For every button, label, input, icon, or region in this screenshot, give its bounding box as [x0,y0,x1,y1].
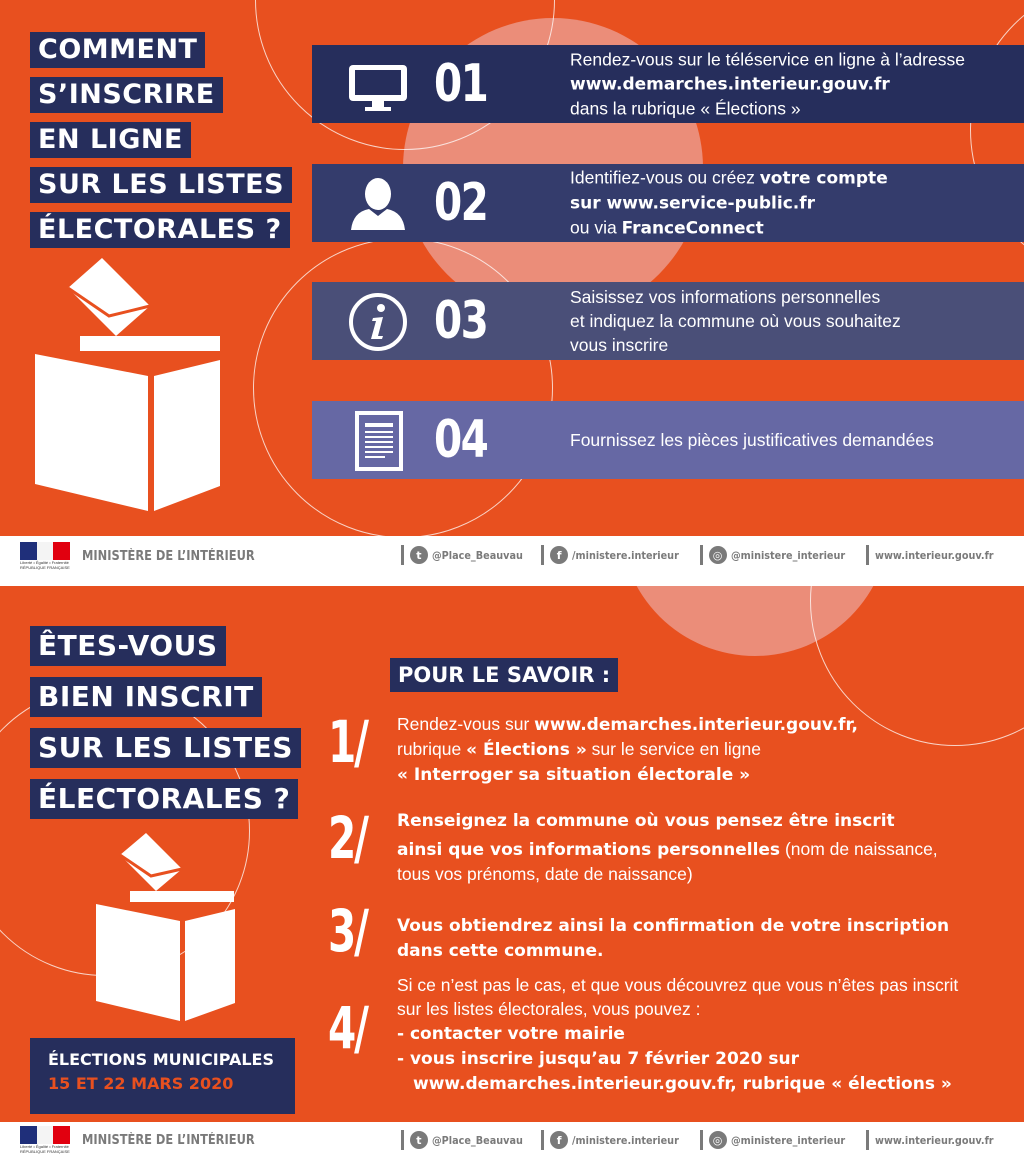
twitter-link[interactable]: @Place_Beauvau [431,1133,523,1147]
facebook-icon: f [550,1131,568,1149]
item-2 [397,808,1007,886]
step-line: Rendez-vous sur le téléservice en ligne à l’adresse [570,49,965,70]
section-heading: POUR LE SAVOIR : [390,658,618,692]
item-number: 2/ [328,804,367,872]
step-text [570,166,1010,241]
item-bold: « Élections » [466,740,587,760]
step-number: 03 [434,291,488,351]
title-line: ÉLECTORALES ? [30,779,298,819]
step-03 [312,282,1024,360]
item-text: Rendez-vous sur [397,714,530,734]
step-01 [312,45,1024,123]
website-link[interactable]: www.interieur.gouv.fr [875,548,994,562]
step-number: 04 [434,410,488,470]
item-number: 4/ [328,994,367,1062]
user-icon [347,174,409,234]
panel-online-registration [0,0,1024,536]
ballot-box-icon [92,831,242,1026]
twitter-icon: t [410,546,428,564]
item-bold: - vous inscrire jusqu’au 7 février 2020 sur [397,1049,799,1069]
title-line: SUR LES LISTES [30,728,301,768]
title-line: ÉLECTORALES ? [30,212,290,248]
item-4 [397,973,1007,1096]
item-text: rubrique [397,739,462,759]
item-bold: www.demarches.interieur.gouv.fr, rubrique « élections » [413,1074,952,1094]
item-bold: « Interroger sa situation électorale » [397,765,751,785]
step-text [570,48,1010,121]
step-text [570,285,1010,357]
twitter-link[interactable]: @Place_Beauvau [431,548,523,562]
footer [0,1122,1024,1162]
title-line: ÊTES-VOUS [30,626,226,666]
instagram-icon: ◎ [709,1131,727,1149]
item-number: 3/ [328,897,367,965]
step-link: sur www.service-public.fr [570,193,816,214]
ballot-box-icon [30,256,225,516]
logo-motto: Liberté • Égalité • Fraternité [20,1144,69,1149]
step-line: Saisissez vos informations personnelles [570,287,881,307]
item-text: sur les listes électorales, vous pouvez : [397,999,701,1019]
item-bold: ainsi que vos informations personnelles [397,840,781,860]
item-bold: Vous obtiendrez ainsi la confirmation de votre inscription [397,916,950,936]
logo-name: RÉPUBLIQUE FRANÇAISE [20,565,70,570]
republique-francaise-logo [20,1126,70,1156]
step-number: 02 [434,173,488,233]
page-title [30,32,292,257]
monitor-icon [347,55,409,115]
elections-label: ÉLECTIONS MUNICIPALES [48,1050,274,1069]
title-line: EN LIGNE [30,122,191,158]
step-number: 01 [434,54,488,114]
page-title [30,626,301,830]
facebook-link[interactable]: /ministere.interieur [572,548,679,562]
twitter-icon: t [410,1131,428,1149]
step-line: vous inscrire [570,335,669,355]
item-bold: Renseignez la commune où vous pensez être inscrit [397,811,895,831]
ministry-name: MINISTÈRE DE L’INTÉRIEUR [82,549,255,564]
step-line: Identifiez-vous ou créez [570,167,755,188]
elections-badge [30,1038,295,1114]
step-02 [312,164,1024,242]
logo-name: RÉPUBLIQUE FRANÇAISE [20,1149,70,1154]
item-bold: dans cette commune. [397,941,604,961]
info-icon [347,292,409,352]
title-line: BIEN INSCRIT [30,677,262,717]
item-link: www.demarches.interieur.gouv.fr, [534,715,858,735]
social-links [395,545,1010,565]
facebook-icon: f [550,546,568,564]
item-1 [397,712,1007,787]
title-line: S’INSCRIRE [30,77,223,113]
ministry-name: MINISTÈRE DE L’INTÉRIEUR [82,1133,255,1148]
website-link[interactable]: www.interieur.gouv.fr [875,1133,994,1147]
step-text [570,428,1010,452]
item-text: (nom de naissance, [784,839,938,859]
instagram-link[interactable]: @ministere_interieur [730,1133,845,1147]
item-number: 1/ [328,708,367,776]
step-line: ou via [570,217,617,238]
footer [0,536,1024,586]
item-text: Si ce n’est pas le cas, et que vous découvrez que vous n’êtes pas inscrit [397,975,959,995]
step-link: www.demarches.interieur.gouv.fr [570,74,890,95]
document-icon [347,411,409,471]
facebook-link[interactable]: /ministere.interieur [572,1133,679,1147]
item-bold: - contacter votre mairie [397,1024,625,1044]
step-line: dans la rubrique « Élections » [570,98,801,119]
instagram-link[interactable]: @ministere_interieur [730,548,845,562]
item-text: tous vos prénoms, date de naissance) [397,864,693,884]
republique-francaise-logo [20,542,70,572]
logo-motto: Liberté • Égalité • Fraternité [20,560,69,565]
step-04 [312,401,1024,479]
step-line: Fournissez les pièces justificatives demandées [570,430,934,450]
step-line: et indiquez la commune où vous souhaitez [570,311,901,331]
item-3 [397,913,1007,963]
social-links [395,1130,1010,1150]
step-bold: votre compte [759,168,888,189]
title-line: SUR LES LISTES [30,167,292,203]
elections-dates: 15 ET 22 MARS 2020 [48,1074,234,1093]
instagram-icon: ◎ [709,546,727,564]
step-bold: FranceConnect [621,218,764,239]
title-line: COMMENT [30,32,205,68]
item-text: sur le service en ligne [591,739,761,759]
panel-check-registration [0,586,1024,1122]
